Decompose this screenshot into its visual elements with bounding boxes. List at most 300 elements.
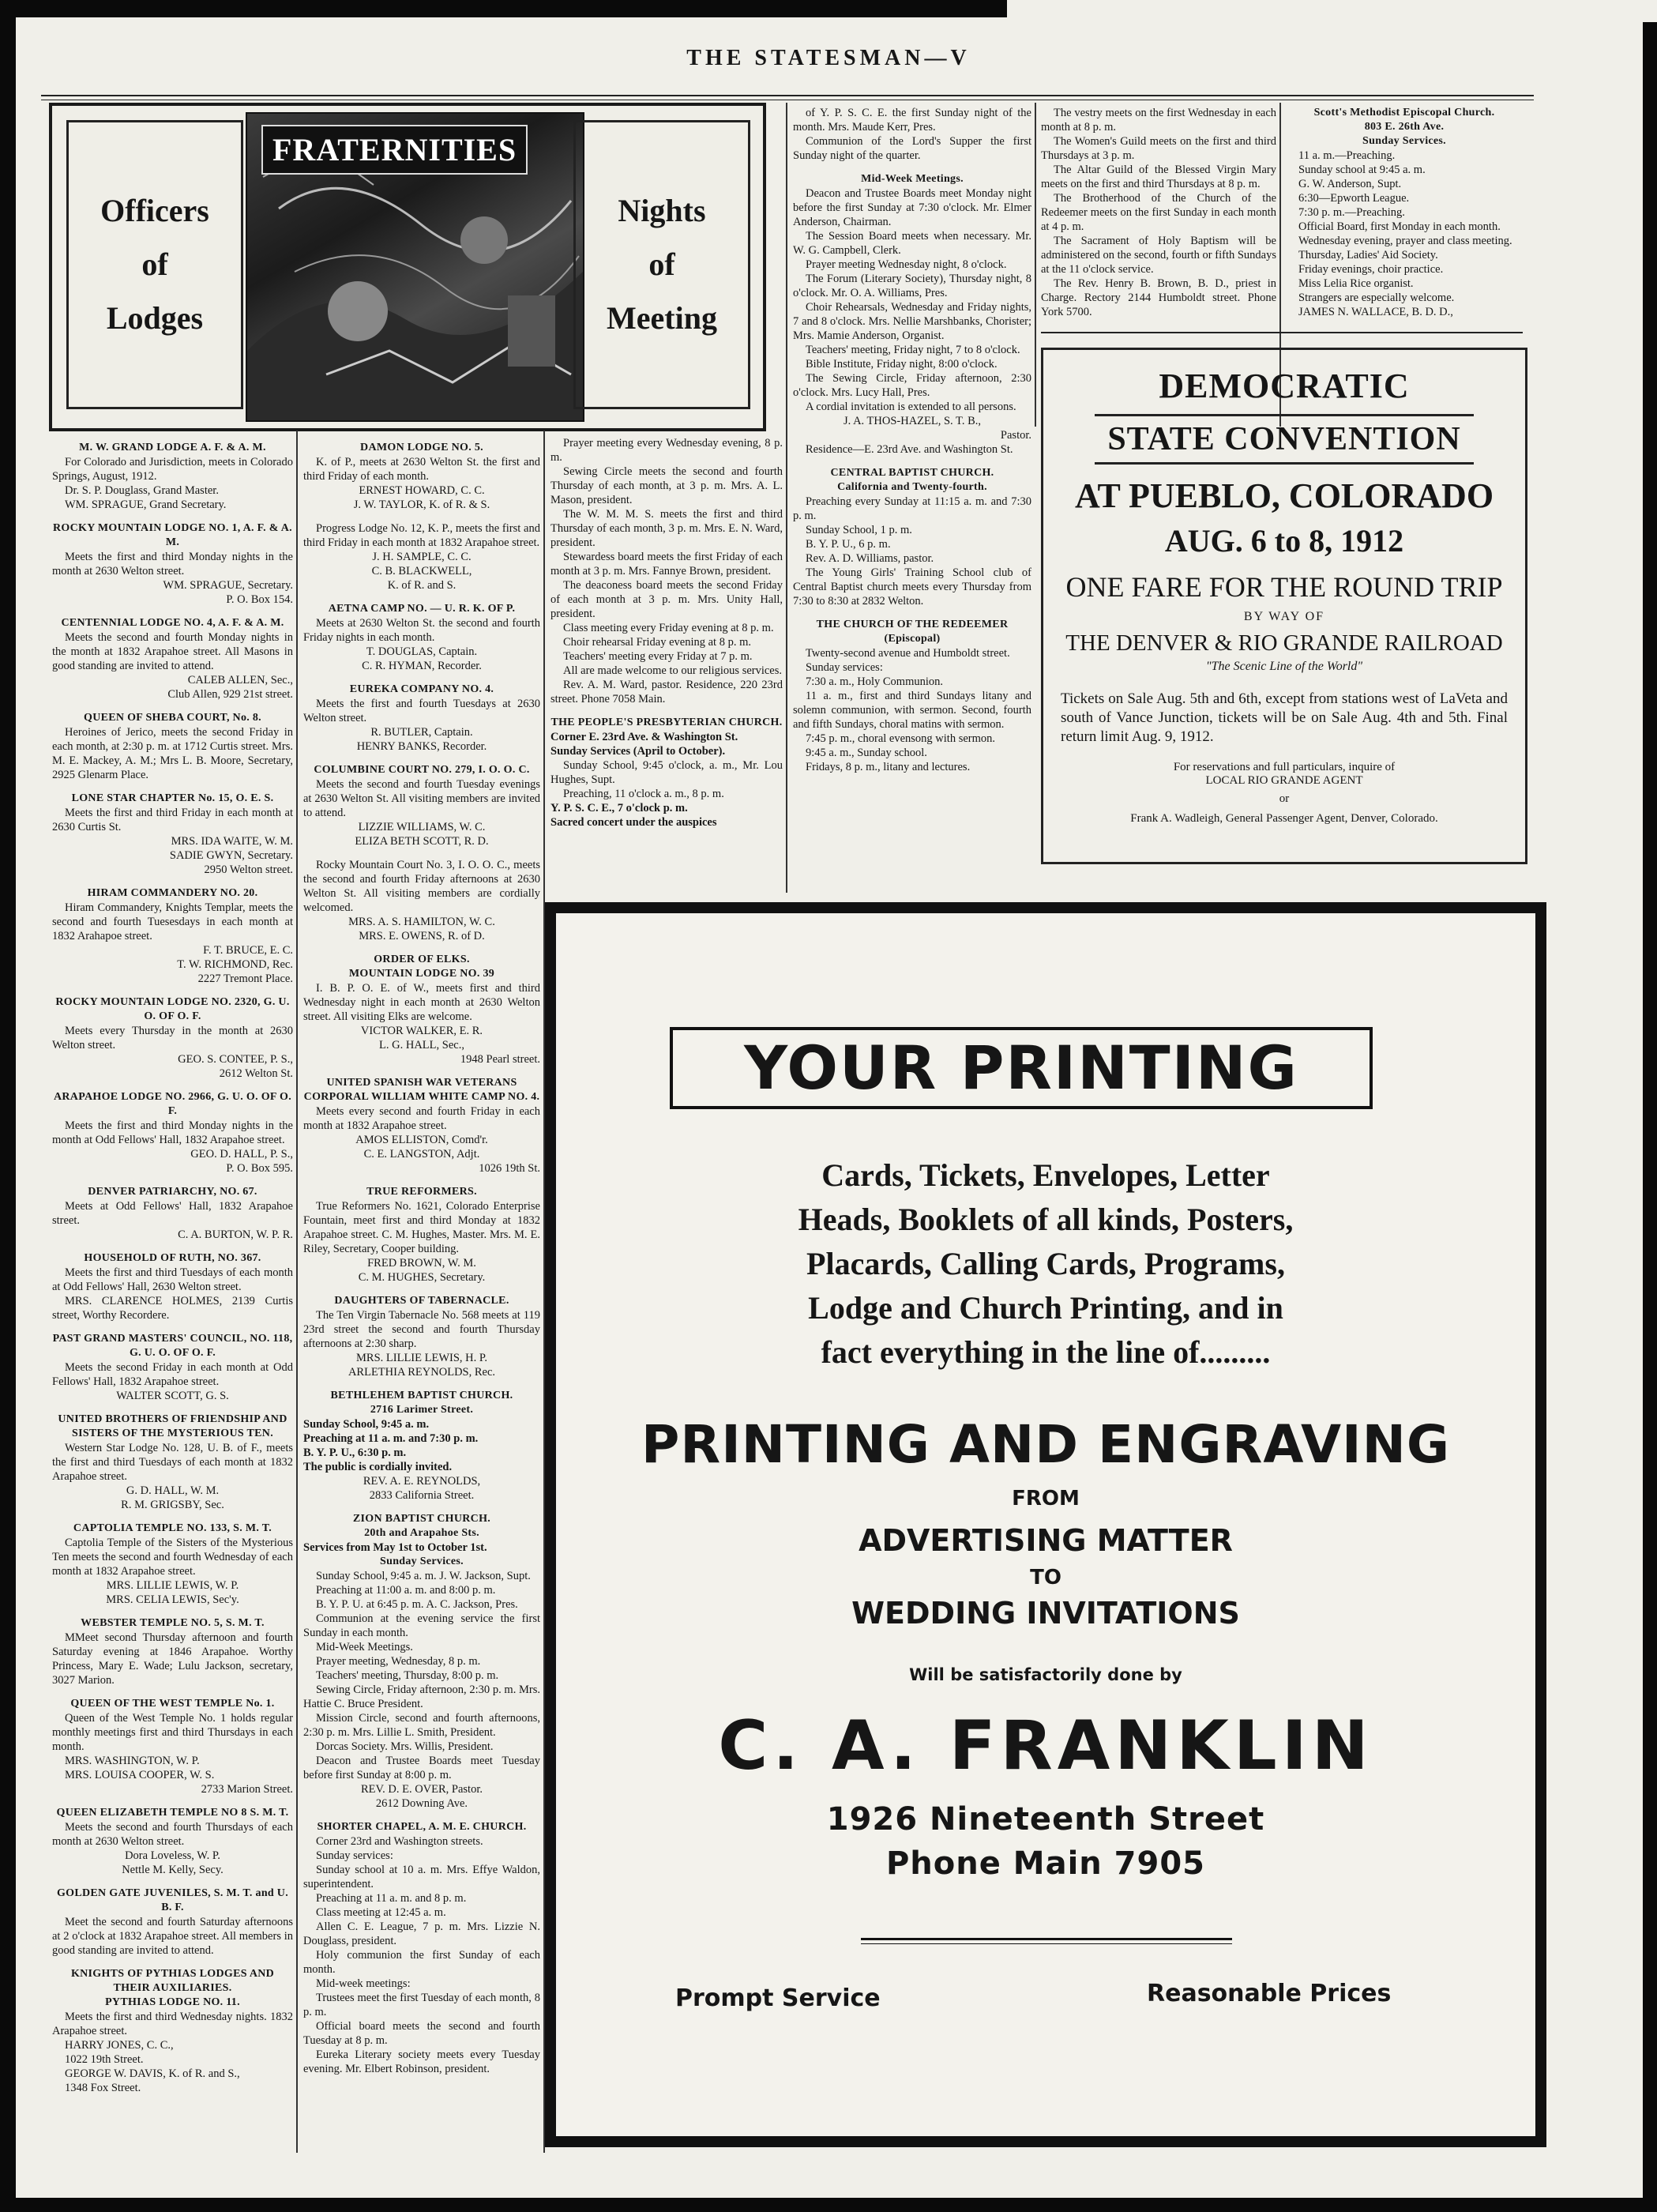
entry-heading: CAPTOLIA TEMPLE NO. 133, S. M. T. [73,1522,272,1534]
entry-heading: AETNA CAMP NO. — U. R. K. OF P. [328,603,516,615]
entry-line: The Rev. Henry B. Brown, B. D., priest in Charge. Rectory 2144 Humboldt street. Phone York 5700. [1041,277,1276,318]
entry-signature: ELIZA BETH SCOTT, R. D. [355,835,489,848]
entry-line: 9:45 a. m., Sunday school. [806,747,927,759]
entry-line: Sewing Circle, Friday afternoon, 2:30 p. m. Mrs. Hattie C. Bruce President. [303,1683,540,1710]
entry-line: A cordial invitation is extended to all persons. [806,401,1016,413]
entry-heading: ZION BAPTIST CHURCH. [352,1513,491,1525]
entry-line: Prayer meeting, Wednesday, 8 p. m. [316,1655,481,1668]
entry-bold-line: Sunday School, 9:45 a. m. [303,1418,430,1431]
entry-signature: Pastor. [1000,429,1031,442]
entry-signature: WM. SPRAGUE, Secretary. [163,579,293,592]
convention-advertisement [1041,348,1527,864]
entry-heading: DAUGHTERS OF TABERNACLE. [334,1295,509,1307]
entry-line: The Young Girls' Training School club of Central Baptist church meets every Thursday from 7:30 to 8:30 at 2832 Welton. [793,566,1031,608]
ad-divider [861,1938,1232,1940]
entry-line: 1022 19th Street. [65,2053,144,2066]
entry-signature: ARLETHIA REYNOLDS, Rec. [348,1366,496,1379]
page-corner [1007,0,1657,22]
entry-heading: SHORTER CHAPEL, A. M. E. CHURCH. [317,1821,527,1833]
entry-line: Prayer meeting every Wednesday evening, 8 p. m. [550,437,783,464]
entry-body: Meets the first and third Monday nights in the month at 2630 Welton street. [52,551,293,577]
entry-line: 7:45 p. m., choral evensong with sermon. [806,732,996,745]
entry-body: Meets the first and third Tuesdays of each month at Odd Fellows' Hall, 2630 Welton street. [52,1266,293,1293]
entry-subheading: California and Twenty-fourth. [837,481,987,493]
entry-signature: J. A. THOS-HAZEL, S. T. B., [843,415,981,427]
directory-entry [52,995,293,1081]
entry-body: Meets the second Friday in each month at Odd Fellows' Hall, 1832 Arapahoe street. [52,1361,293,1388]
entry-line: Prayer meeting Wednesday night, 8 o'clock. [806,258,1007,271]
passenger-agent: Frank A. Wadleigh, General Passenger Agent, Denver, Colorado. [1130,812,1438,825]
entry-body: Meets the second and fourth Thursdays of each month at 2630 Welton street. [52,1821,293,1848]
entry-body: Meets every Thursday in the month at 2630 Welton street. [52,1025,293,1051]
entry-signature: AMOS ELLISTON, Comd'r. [355,1134,488,1146]
entry-signature: WALTER SCOTT, G. S. [116,1390,229,1402]
entry-bold-line: Y. P. S. C. E., 7 o'clock p. m. [550,802,688,814]
entry-signature: REV. A. E. REYNOLDS, [363,1475,481,1488]
entry-signature: MRS. A. S. HAMILTON, W. C. [348,916,495,928]
church-directory-column-5 [1041,106,1276,319]
entry-line: 11 a. m.—Preaching. [1298,149,1396,162]
entry-line: Deacon and Trustee Boards meet Monday night before the first Sunday at 7:30 o'clock. Mr. Elmer Anderson, Chairman. [793,187,1031,228]
entry-line: The W. M. M. S. meets the first and third Thursday of each month, 3 p. m. Mrs. E. N. Ward, president. [550,508,783,549]
entry-body: Meets at Odd Fellows' Hall, 1832 Arapahoe street. [52,1200,293,1227]
directory-entry [303,521,540,592]
entry-line: Thursday, Ladies' Aid Society. [1298,249,1438,261]
directory-entry [1041,106,1276,319]
directory-entry [303,1512,540,1811]
entry-line: GEORGE W. DAVIS, K. of R. and S., [65,2067,240,2080]
entry-line: Strangers are especially welcome. [1298,292,1455,304]
entry-heading: DAMON LODGE NO. 5. [360,442,483,453]
entry-signature: REV. D. E. OVER, Pastor. [360,1783,483,1796]
entry-line: of Y. P. S. C. E. the first Sunday night of the month. Mrs. Maude Kerr, Pres. [793,107,1031,134]
directory-entry [303,1076,540,1176]
entry-signature: MRS. E. OWENS, R. of D. [359,930,485,942]
entry-heading: ARAPAHOE LODGE NO. 2966, G. U. O. OF O. F. [53,1091,292,1117]
entry-body: Captolia Temple of the Sisters of the Mysterious Ten meets the second and fourth Wednesday of each month at 1832 Arapahoe street. [52,1537,293,1578]
entry-signature: HENRY BANKS, Recorder. [356,740,487,753]
directory-entry [1286,106,1523,319]
entry-heading: UNITED SPANISH WAR VETERANS CORPORAL WILLIAM WHITE CAMP NO. 4. [303,1077,540,1103]
entry-heading: THE PEOPLE'S PRESBYTERIAN CHURCH. [550,717,783,728]
entry-line: Teachers' meeting, Friday night, 7 to 8 o'clock. [806,344,1020,356]
entry-line: Sewing Circle meets the second and fourth Thursday of each month, at 3 p. m. Mrs. A. L. Mason, president. [550,465,783,506]
reservation-info: For reservations and full particulars, inquire of [1173,761,1396,773]
entry-body: Meets the first and third Wednesday nights. 1832 Arapahoe street. [52,2011,293,2037]
entry-line: Preaching at 11:00 a. m. and 8:00 p. m. [316,1584,496,1597]
services-line: fact everything in the line of......... [821,1334,1271,1370]
lodge-directory-column-2 [303,441,540,2076]
entry-line: The Session Board meets when necessary. Mr. W. G. Campbell, Clerk. [793,230,1031,257]
entry-signature: C. M. HUGHES, Secretary. [358,1271,486,1284]
entry-signature: P. O. Box 595. [226,1162,293,1175]
entry-bold-line: Sunday Services (April to October). [550,745,726,758]
entry-body: Meet the second and fourth Saturday afternoons at 2 o'clock at 1832 Arapahoe street. All members in good standing are invited to attend. [52,1916,293,1957]
entry-signature: R. M. GRIGSBY, Sec. [121,1499,224,1511]
entry-line: The vestry meets on the first Wednesday in each month at 8 p. m. [1041,107,1276,134]
entry-heading: KNIGHTS OF PYTHIAS LODGES AND THEIR AUXILIARIES. [70,1968,275,1994]
entry-signature: MRS. LILLIE LEWIS, H. P. [356,1352,487,1364]
entry-line: JAMES N. WALLACE, B. D. D., [1298,306,1453,318]
entry-signature: C. B. BLACKWELL, [371,565,472,577]
entry-heading: TRUE REFORMERS. [366,1186,477,1198]
satisfaction-note: Will be satisfactorily done by [909,1665,1182,1684]
fraternities-illustration [246,112,584,422]
directory-entry [303,953,540,1066]
entry-heading: ROCKY MOUNTAIN LODGE NO. 2320, G. U. O. OF O. F. [55,996,290,1022]
entry-signature: 2612 Downing Ave. [375,1797,468,1810]
entry-line: The Brotherhood of the Church of the Redeemer meets on the first Sunday in each month at 4 p. m. [1041,192,1276,233]
entry-body: True Reformers No. 1621, Colorado Enterprise Fountain, meet first and third Monday at 1832 Arapahoe street. C. M. Hughes, Master. Mrs. M. E. Riley, Secretary, Cooper building. [303,1200,540,1255]
entry-heading: THE CHURCH OF THE REDEEMER [816,619,1009,630]
entry-line: Eureka Literary society meets every Tuesday evening. Mr. Elbert Robinson, president. [303,2048,540,2075]
entry-signature: L. G. HALL, Sec., [379,1039,464,1051]
round-trip-offer: ONE FARE FOR THE ROUND TRIP [1065,571,1503,603]
directory-entry [303,602,540,673]
entry-signature: MRS. IDA WAITE, W. M. [171,835,293,848]
column-rule [296,431,298,2153]
nights-of-meeting-panel [573,120,750,409]
entry-body: Rocky Mountain Court No. 3, I. O. O. C., meets the second and fourth Friday afternoons at 2630 Welton St. All visiting members are cordially welcomed. [303,859,540,914]
entry-signature: 2227 Tremont Place. [197,972,293,985]
entry-signature: C. A. BURTON, W. P. R. [178,1228,293,1241]
directory-entry [52,792,293,877]
entry-bold-line: B. Y. P. U., 6:30 p. m. [303,1446,407,1459]
entry-heading: Mid-Week Meetings. [861,173,964,185]
entry-body: I. B. P. O. E. of W., meets first and third Wednesday night in each month at 2630 Welton street. All visiting Elks are welcome. [303,982,540,1023]
entry-bold-line: Preaching at 11 a. m. and 7:30 p. m. [303,1432,479,1445]
entry-line: Residence—E. 23rd Ave. and Washington St. [806,443,1013,456]
directory-entry [52,711,293,782]
entry-line: The Sewing Circle, Friday afternoon, 2:30 o'clock. Mrs. Lucy Hall, Pres. [793,372,1031,399]
wedding-invitations: WEDDING INVITATIONS [851,1596,1240,1631]
directory-entry [52,1616,293,1687]
entry-signature: Nettle M. Kelly, Secy. [122,1864,224,1876]
entry-signature: J. H. SAMPLE, C. C. [372,551,472,563]
entry-line: Communion at the evening service the first Sunday in each month. [303,1612,540,1639]
masthead: THE STATESMAN—V [686,46,971,70]
directory-entry [52,1806,293,1877]
fraternities-banner [49,103,766,431]
entry-line: The Sacrament of Holy Baptism will be administered on the second, fourth or fifth Sundays at the 11 o'clock service. [1041,235,1276,276]
ticket-info: Tickets on Sale Aug. 5th and 6th, except from stations west of LaVeta and south of Vance Junction, tickets will be on Sale Aug. 4th and 5th. Final return limit Aug. 9, 1912. [1061,690,1508,745]
entry-subheading: Sunday Services. [1362,135,1446,147]
directory-entry [52,616,293,702]
directory-entry [52,1697,293,1796]
entry-line: Communion of the Lord's Supper the first Sunday night of the quarter. [793,135,1031,162]
entry-heading: CENTRAL BAPTIST CHURCH. [830,467,994,479]
of-label: of [141,246,168,282]
entry-line: 6:30—Epworth League. [1298,192,1410,205]
entry-line: Preaching at 11 a. m. and 8 p. m. [316,1892,467,1905]
entry-line: Rev. A. M. Ward, pastor. Residence, 220 23rd street. Phone 7058 Main. [550,679,783,705]
entry-line: Corner 23rd and Washington streets. [316,1835,483,1848]
directory-entry [303,858,540,943]
directory-entry [303,1185,540,1285]
or-label: or [1279,792,1290,805]
entry-heading: QUEEN OF SHEBA COURT, No. 8. [84,712,261,724]
entry-line: Class meeting at 12:45 a. m. [316,1906,446,1919]
entry-heading: UNITED BROTHERS OF FRIENDSHIP AND SISTERS OF THE MYSTERIOUS TEN. [58,1413,287,1439]
column-rule [786,103,787,893]
entry-line: Preaching every Sunday at 11:15 a. m. and 7:30 p. m. [793,495,1031,522]
entry-line: Choir Rehearsals, Wednesday and Friday nights, 7 and 8 o'clock. Mrs. Nellie Marshbanks, Chorister; Mrs. Mamie Anderson, Organist. [793,301,1031,342]
entry-bold-line: Corner E. 23rd Ave. & Washington St. [550,731,738,743]
entry-body: Meets the first and third Monday nights in the month at Odd Fellows' Hall, 1832 Arapahoe street. [52,1119,293,1146]
entry-signature: G. D. HALL, W. M. [126,1484,220,1497]
entry-line: The Altar Guild of the Blessed Virgin Mary meets on the first and third Thursdays at 8 p. m. [1041,164,1276,190]
entry-signature: CALEB ALLEN, Sec., [187,674,293,687]
entry-line: Class meeting every Friday evening at 8 p. m. [563,622,774,634]
entry-subheading: Sunday Services. [380,1556,464,1567]
printer-phone: Phone Main 7905 [885,1845,1206,1882]
printer-address: 1926 Nineteenth Street [826,1801,1265,1838]
entry-signature: LIZZIE WILLIAMS, W. C. [358,821,486,833]
by-way-of: BY WAY OF [1243,610,1325,623]
entry-line: Sunday School, 9:45 a. m. J. W. Jackson, Supt. [316,1570,531,1582]
entry-heading: ROCKY MOUNTAIN LODGE NO. 1, A. F. & A. M. [53,522,292,548]
advertising-matter: ADVERTISING MATTER [859,1523,1233,1558]
directory-entry [550,436,783,706]
masthead-rule [41,95,1534,96]
entry-signature: Club Allen, 929 21st street. [167,688,293,701]
entry-subheading: 20th and Arapahoe Sts. [364,1527,479,1539]
entry-body: Meets at 2630 Welton St. the second and fourth Friday nights in each month. [303,617,540,644]
directory-entry [52,441,293,512]
meeting-label: Meeting [607,300,717,336]
entry-subheading: MOUNTAIN LODGE NO. 39 [348,968,495,980]
entry-signature: 2733 Marion Street. [201,1783,293,1796]
entry-body: Progress Lodge No. 12, K. P., meets the first and third Friday in each month at 1832 Arapahoe street. [303,522,540,549]
directory-entry [52,1090,293,1176]
entry-line: Mid-Week Meetings. [316,1641,413,1653]
entry-line: Official Board, first Monday in each month. [1298,220,1501,233]
entry-line: The Women's Guild meets on the first and third Thursdays at 3 p. m. [1041,135,1276,162]
entry-signature: SADIE GWYN, Secretary. [169,849,293,862]
column-rule [1035,103,1036,427]
entry-line: Wednesday evening, prayer and class meeting. [1298,235,1512,247]
entry-signature: F. T. BRUCE, E. C. [203,944,293,957]
entry-line: WM. SPRAGUE, Grand Secretary. [65,498,227,511]
entry-heading: M. W. GRAND LODGE A. F. & A. M. [79,442,266,453]
church-directory-column-6 [1286,106,1523,319]
directory-entry [303,1820,540,2076]
entry-heading: WEBSTER TEMPLE NO. 5, S. M. T. [81,1617,265,1629]
directory-entry [52,1332,293,1403]
entry-signature: R. BUTLER, Captain. [370,726,473,739]
entry-signature: T. W. RICHMOND, Rec. [177,958,293,971]
from-label: FROM [1012,1487,1080,1510]
services-line: Placards, Calling Cards, Programs, [806,1246,1285,1281]
directory-entry [52,521,293,607]
entry-body: K. of P., meets at 2630 Welton St. the first and third Friday of each month. [303,456,540,483]
entry-line: Sunday services: [316,1849,393,1862]
entry-line: 7:30 a. m., Holy Communion. [806,675,943,688]
entry-signature: T. DOUGLAS, Captain. [366,645,478,658]
entry-signature: 2612 Welton St. [219,1067,293,1080]
entry-line: Teachers' meeting, Thursday, 8:00 p. m. [316,1669,499,1682]
entry-heading: QUEEN OF THE WEST TEMPLE No. 1. [70,1698,275,1710]
entry-body: Meets every second and fourth Friday in each month at 1832 Arapahoe street. [303,1105,540,1132]
directory-entry [550,716,783,830]
directory-entry [52,1185,293,1242]
convention-line-1: DEMOCRATIC [1159,367,1410,405]
entry-body: Queen of the West Temple No. 1 holds regular monthly meetings first and third Thursdays in each month. [52,1712,293,1753]
entry-signature: GEO. S. CONTEE, P. S., [178,1053,293,1066]
entry-line: Bible Institute, Friday night, 8:00 o'clock. [806,358,998,371]
entry-heading: EUREKA COMPANY NO. 4. [349,683,494,695]
entry-line: Twenty-second avenue and Humboldt street. [806,647,1010,660]
directory-entry [52,1522,293,1607]
entry-body: Hiram Commandery, Knights Templar, meets the second and fourth Tuesesdays in each month at 1832 Arahapoe street. [52,901,293,942]
printing-and-engraving-heading: PRINTING AND ENGRAVING [641,1414,1450,1475]
of-label: of [648,246,675,282]
entry-line: The Forum (Literary Society), Thursday night, 8 o'clock. Mr. O. A. Williams, Pres. [793,273,1031,299]
entry-signature: Dora Loveless, W. P. [125,1849,220,1862]
entry-heading: GOLDEN GATE JUVENILES, S. M. T. and U. B. F. [56,1887,289,1913]
entry-body: Western Star Lodge No. 128, U. B. of F., meets the first and third Tuesdays of each month at 1832 Arapahoe street. [52,1442,293,1483]
directory-entry [52,1251,293,1322]
directory-entry [303,1389,540,1503]
entry-signature: C. R. HYMAN, Recorder. [362,660,482,672]
directory-entry [52,1413,293,1512]
directory-entry [793,172,1031,457]
entry-line: Sunday School, 9:45 o'clock, a. m., Mr. Lou Hughes, Supt. [550,759,783,786]
convention-line-2: STATE CONVENTION [1095,414,1474,465]
church-directory-column-3 [550,436,783,830]
your-printing-title: YOUR PRINTING [670,1027,1373,1109]
entry-line: Sunday School, 1 p. m. [806,524,912,536]
entry-subheading: 2716 Larimer Street. [370,1404,474,1416]
entry-line: G. W. Anderson, Supt. [1298,178,1402,190]
entry-heading: ORDER OF ELKS. [374,954,470,965]
entry-signature: FRED BROWN, W. M. [367,1257,476,1270]
directory-entry [52,1887,293,1958]
reasonable-prices: Reasonable Prices [1147,1980,1392,2007]
entry-line: Sunday school at 9:45 a. m. [1298,164,1426,176]
entry-line: Sunday school at 10 a. m. Mrs. Effye Waldon, superintendent. [303,1864,540,1890]
entry-signature: J. W. TAYLOR, K. of R. & S. [353,498,490,511]
directory-entry [793,466,1031,608]
directory-entry [793,618,1031,774]
entry-line: Miss Lelia Rice organist. [1298,277,1414,290]
entry-bold-line: The public is cordially invited. [303,1461,453,1473]
railroad-slogan: "The Scenic Line of the World" [1205,660,1363,673]
entry-line: Dorcas Society. Mrs. Willis, President. [316,1740,494,1753]
entry-body: Meets the second and fourth Tuesday evenings at 2630 Welton St. All visiting members are invited to attend. [303,778,540,819]
directory-entry [52,886,293,986]
entry-signature: 2833 California Street. [369,1489,475,1502]
entry-body: For Colorado and Jurisdiction, meets in Colorado Springs, August, 1912. [52,456,293,483]
entry-signature: MRS. LILLIE LEWIS, W. P. [106,1579,239,1592]
entry-line: HARRY JONES, C. C., [65,2039,174,2052]
entry-subheading: 803 E. 26th Ave. [1364,121,1445,133]
entry-line: MRS. WASHINGTON, W. P. [65,1755,200,1767]
entry-line: Preaching, 11 o'clock a. m., 8 p. m. [563,788,724,800]
lodge-directory-column-1 [52,441,293,2095]
ad-divider-thin [861,1943,1232,1944]
entry-line: Rev. A. D. Williams, pastor. [806,552,934,565]
services-line: Cards, Tickets, Envelopes, Letter [821,1157,1270,1193]
railroad-name: THE DENVER & RIO GRANDE RAILROAD [1065,630,1503,656]
church-directory-column-4 [793,106,1031,774]
entry-signature: P. O. Box 154. [226,593,293,606]
entry-line: The deaconess board meets the second Friday of each month at 3 p. m. Mrs. Unity Hall, president. [550,579,783,620]
entry-line: Sunday services: [806,661,883,674]
entry-signature: 1026 19th St. [479,1162,540,1175]
entry-signature: K. of R. and S. [387,579,457,592]
entry-signature: VICTOR WALKER, E. R. [360,1025,483,1037]
local-agent: LOCAL RIO GRANDE AGENT [1205,774,1363,787]
services-line: Heads, Booklets of all kinds, Posters, [798,1202,1294,1237]
entry-line: Trustees meet the first Tuesday of each month, 8 p. m. [303,1992,540,2018]
entry-body: The Ten Virgin Tabernacle No. 568 meets at 119 23rd street the second and fourth Thursday afternoons at 2:30 sharp. [303,1309,540,1350]
entry-body: Heroines of Jerico, meets the second Friday in each month, at 2:30 p. m. at 1712 Curtis street. Mrs. M. E. Mackey, A. M.; Mrs L. B. Moore, Secretary, 2925 Glenarm Place. [52,726,293,781]
printer-name: C. A. FRANKLIN [718,1706,1373,1785]
entry-body: Meets the first and fourth Tuesdays at 2630 Welton street. [303,698,540,724]
entry-bold-line: Services from May 1st to October 1st. [303,1541,487,1554]
entry-line: Teachers' meeting every Friday at 7 p. m. [563,650,753,663]
entry-bold-line: Sacred concert under the auspices [550,816,717,829]
directory-entry [303,441,540,512]
entry-line: MRS. LOUISA COOPER, W. S. [65,1769,215,1781]
entry-heading: COLUMBINE COURT NO. 279, I. O. O. C. [314,764,530,776]
entry-line: Dr. S. P. Douglass, Grand Master. [65,484,219,497]
entry-heading: QUEEN ELIZABETH TEMPLE NO 8 S. M. T. [56,1807,289,1819]
entry-heading: HIRAM COMMANDERY NO. 20. [87,887,258,899]
entry-heading: CENTENNIAL LODGE NO. 4, A. F. & A. M. [61,617,284,629]
entry-line: Friday evenings, choir practice. [1298,263,1444,276]
entry-body: MMeet second Thursday afternoon and fourth Saturday evening at 1846 Arapahoe. Worthy Princess, Mary E. Wade; Lulu Jackson, secretary, 3027 Marion. [52,1631,293,1687]
to-label: TO [1030,1566,1061,1589]
entry-heading: HOUSEHOLD OF RUTH, NO. 367. [84,1252,261,1264]
section-rule [1041,332,1523,333]
entry-signature: 1948 Pearl street. [460,1053,540,1066]
services-line: Lodge and Church Printing, and in [808,1290,1283,1326]
prompt-service: Prompt Service [675,1984,881,2012]
entry-line: 11 a. m., first and third Sundays litany and solemn communion, with sermon. Second, fourth and fifth Sundays, choral matins with sermon. [793,690,1031,731]
entry-line: Stewardess board meets the first Friday of each month at 3 p. m. Mrs. Fannye Brown, president. [550,551,783,577]
entry-body: Meets the second and fourth Monday nights in the month at 1832 Arapahoe street. All Masons in good standing are invited to attend. [52,631,293,672]
entry-line: 1348 Fox Street. [65,2082,141,2094]
entry-heading: DENVER PATRIARCHY, NO. 67. [88,1186,257,1198]
directory-entry [303,1294,540,1379]
officers-of-lodges-panel [66,120,243,409]
convention-dates: AUG. 6 to 8, 1912 [1164,523,1404,559]
entry-line: Choir rehearsal Friday evening at 8 p. m. [563,636,751,649]
entry-subheading: (Episcopal) [884,633,941,645]
entry-line: Allen C. E. League, 7 p. m. Mrs. Lizzie N. Douglass, president. [303,1920,540,1947]
entry-line: 7:30 p. m.—Preaching. [1298,206,1405,219]
entry-signature: ERNEST HOWARD, C. C. [359,484,485,497]
fraternities-title: FRATERNITIES [261,125,528,175]
entry-heading: LONE STAR CHAPTER No. 15, O. E. S. [71,792,274,804]
convention-location: AT PUEBLO, COLORADO [1074,476,1494,515]
entry-line: B. Y. P. U., 6 p. m. [806,538,891,551]
entry-signature: C. E. LANGSTON, Adjt. [363,1148,480,1161]
entry-signature: MRS. CELIA LEWIS, Sec'y. [106,1593,239,1606]
entry-line: Mission Circle, second and fourth afternoons, 2:30 p. m. Mrs. Lillie L. Smith, President. [303,1712,540,1739]
entry-line: Holy communion the first Sunday of each month. [303,1949,540,1976]
directory-entry [303,683,540,754]
entry-line: Official board meets the second and fourth Tuesday at 8 p. m. [303,2020,540,2047]
lodges-label: Lodges [106,300,204,336]
entry-line: B. Y. P. U. at 6:45 p. m. A. C. Jackson, Pres. [316,1598,518,1611]
entry-heading: PAST GRAND MASTERS' COUNCIL, NO. 118, G. U. O. OF O. F. [52,1333,293,1359]
entry-line: Mid-week meetings: [316,1977,411,1990]
directory-entry [793,106,1031,163]
directory-entry [52,1967,293,2095]
